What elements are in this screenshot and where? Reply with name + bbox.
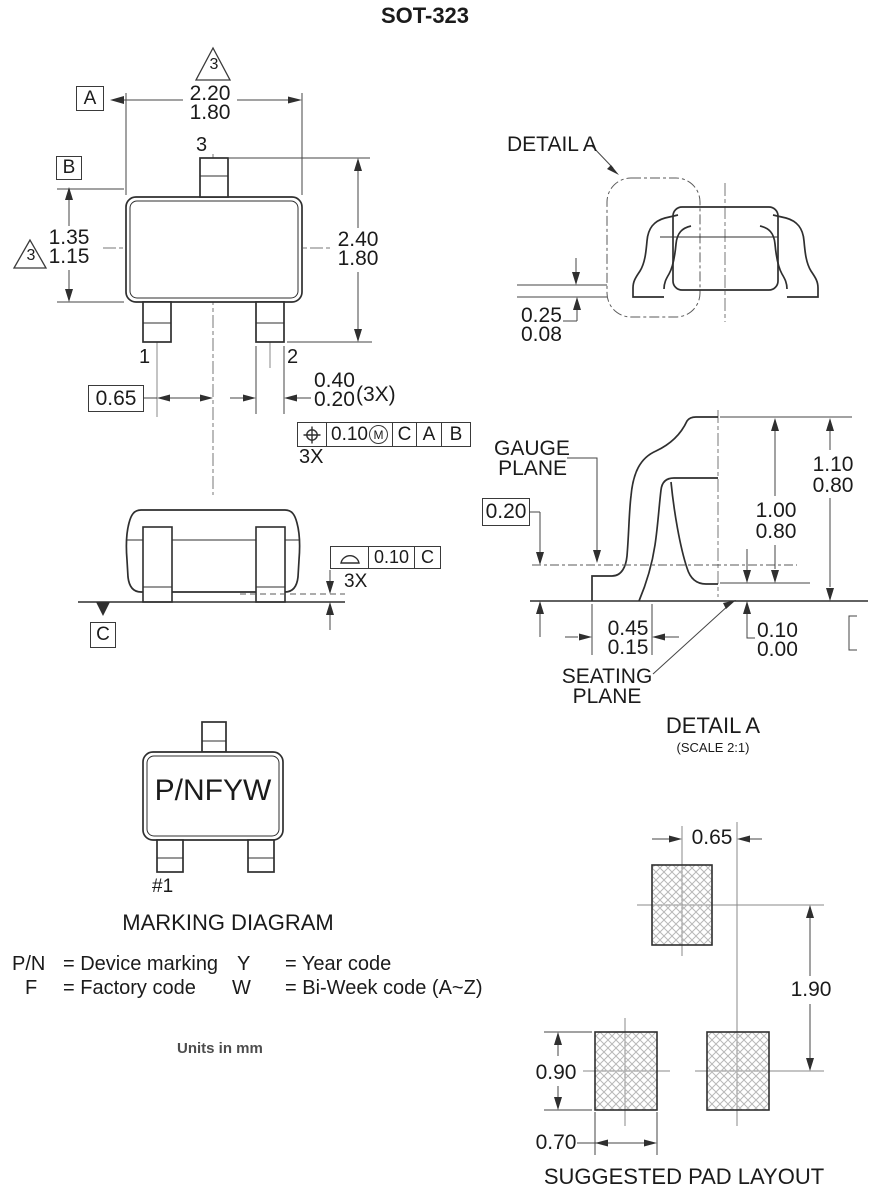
dim-foot-length-max: 0.45 [607,617,649,640]
dim-gauge-value: 0.20 [485,500,527,523]
dim-body-width [190,84,231,122]
fcf-position-datum-b: B [441,423,470,446]
dim-standoff [521,306,562,344]
dim-overall [338,230,379,268]
dim-foot-length-min: 0.15 [607,636,649,659]
legend-meaning-w: = Bi-Week code (A~Z) [285,977,483,999]
pad-dim-height: 0.90 [535,1061,577,1084]
note-flag-top: 3 [209,56,219,73]
legend-meaning-f: = Factory code [63,977,196,999]
dim-seating-gap-max: 0.10 [757,619,798,642]
dim-body-height [49,228,90,266]
marking-pin1-label: #1 [152,876,174,897]
fcf-position-datum-a: A [416,423,441,446]
legend-symbol-f: F [25,977,38,999]
datum-b-box [56,156,82,180]
fcf-position-qty: 3X [299,446,324,468]
datum-a-box [76,86,104,111]
pin-2-label: 2 [287,346,299,368]
dim-pitch-box [88,385,144,412]
legend-symbol-y: Y [237,953,251,975]
dim-body-thickness-max: 1.00 [755,499,797,522]
dim-overall-min: 1.80 [337,247,379,270]
legend-meaning-y: = Year code [285,953,392,975]
pad-dim-pitch: 0.65 [691,826,733,849]
dim-seating-gap [757,621,798,659]
dim-body-width-max: 2.20 [189,82,231,105]
seating-plane-line2: PLANE [572,685,642,708]
fcf-position [297,422,471,447]
pin-3-label: 3 [196,134,208,156]
marking-device-code: P/NFYW [154,774,272,807]
dim-seating-gap-min: 0.00 [757,638,798,661]
dim-body-height-max: 1.35 [48,226,90,249]
pad-layout-caption: SUGGESTED PAD LAYOUT [543,1164,825,1189]
dim-standoff-min: 0.08 [521,323,562,346]
detail-a-scale: (SCALE 2:1) [676,740,750,755]
pad-dim-span: 1.90 [790,978,832,1001]
page-title: SOT-323 [380,3,470,28]
gauge-plane-label [494,437,570,480]
seating-plane-line1: SEATING [561,665,653,688]
detail-a-callout: DETAIL A [507,133,597,156]
position-symbol-icon [298,423,326,446]
dim-lead-width-qty: (3X) [356,383,396,406]
dim-lead-width [314,371,355,409]
gauge-plane-line1: GAUGE [494,437,570,460]
note-flag-left: 3 [26,247,36,264]
fcf-position-tolerance [326,423,392,446]
dim-overall-height-min: 0.80 [812,474,854,497]
dim-body-height-min: 1.15 [48,245,90,268]
units-note: Units in mm [177,1040,263,1057]
dim-body-thickness-min: 0.80 [755,520,797,543]
dim-overall-height-max: 1.10 [812,453,854,476]
fcf-position-tol-value: 0.10 [331,423,368,445]
gauge-plane-line2: PLANE [498,457,567,480]
detail-a-caption: DETAIL A [665,713,761,738]
dim-standoff-max: 0.25 [521,304,562,327]
fcf-position-datum-c: C [392,423,416,446]
mmc-modifier-icon: M [369,425,388,444]
dim-foot-length [608,619,649,657]
datum-c-label: C [96,624,110,645]
legend-symbol-pn: P/N [12,953,46,975]
dim-gauge-box [482,498,530,526]
pad-dim-width: 0.70 [535,1131,577,1154]
dim-overall-height [813,454,854,496]
dim-body-thickness [756,500,797,542]
fcf-profile [330,546,441,569]
dim-lead-width-max: 0.40 [314,369,355,392]
dim-pitch-value: 0.65 [95,386,137,410]
datum-a-label: A [83,87,97,109]
dim-body-width-min: 1.80 [189,101,231,124]
surface-profile-symbol-icon [331,547,368,568]
legend-meaning-pn: = Device marking [63,953,219,975]
pin-1-label: 1 [139,346,151,368]
legend-symbol-w: W [232,977,251,999]
fcf-profile-qty: 3X [344,571,368,592]
seating-plane-label [562,667,653,707]
dim-overall-max: 2.40 [337,228,379,251]
fcf-profile-tolerance: 0.10 [368,547,414,568]
datum-c-box [90,622,116,648]
datum-b-label: B [62,157,76,178]
marking-caption: MARKING DIAGRAM [122,910,334,935]
dim-lead-width-min: 0.20 [314,388,355,411]
fcf-profile-datum: C [414,547,440,568]
